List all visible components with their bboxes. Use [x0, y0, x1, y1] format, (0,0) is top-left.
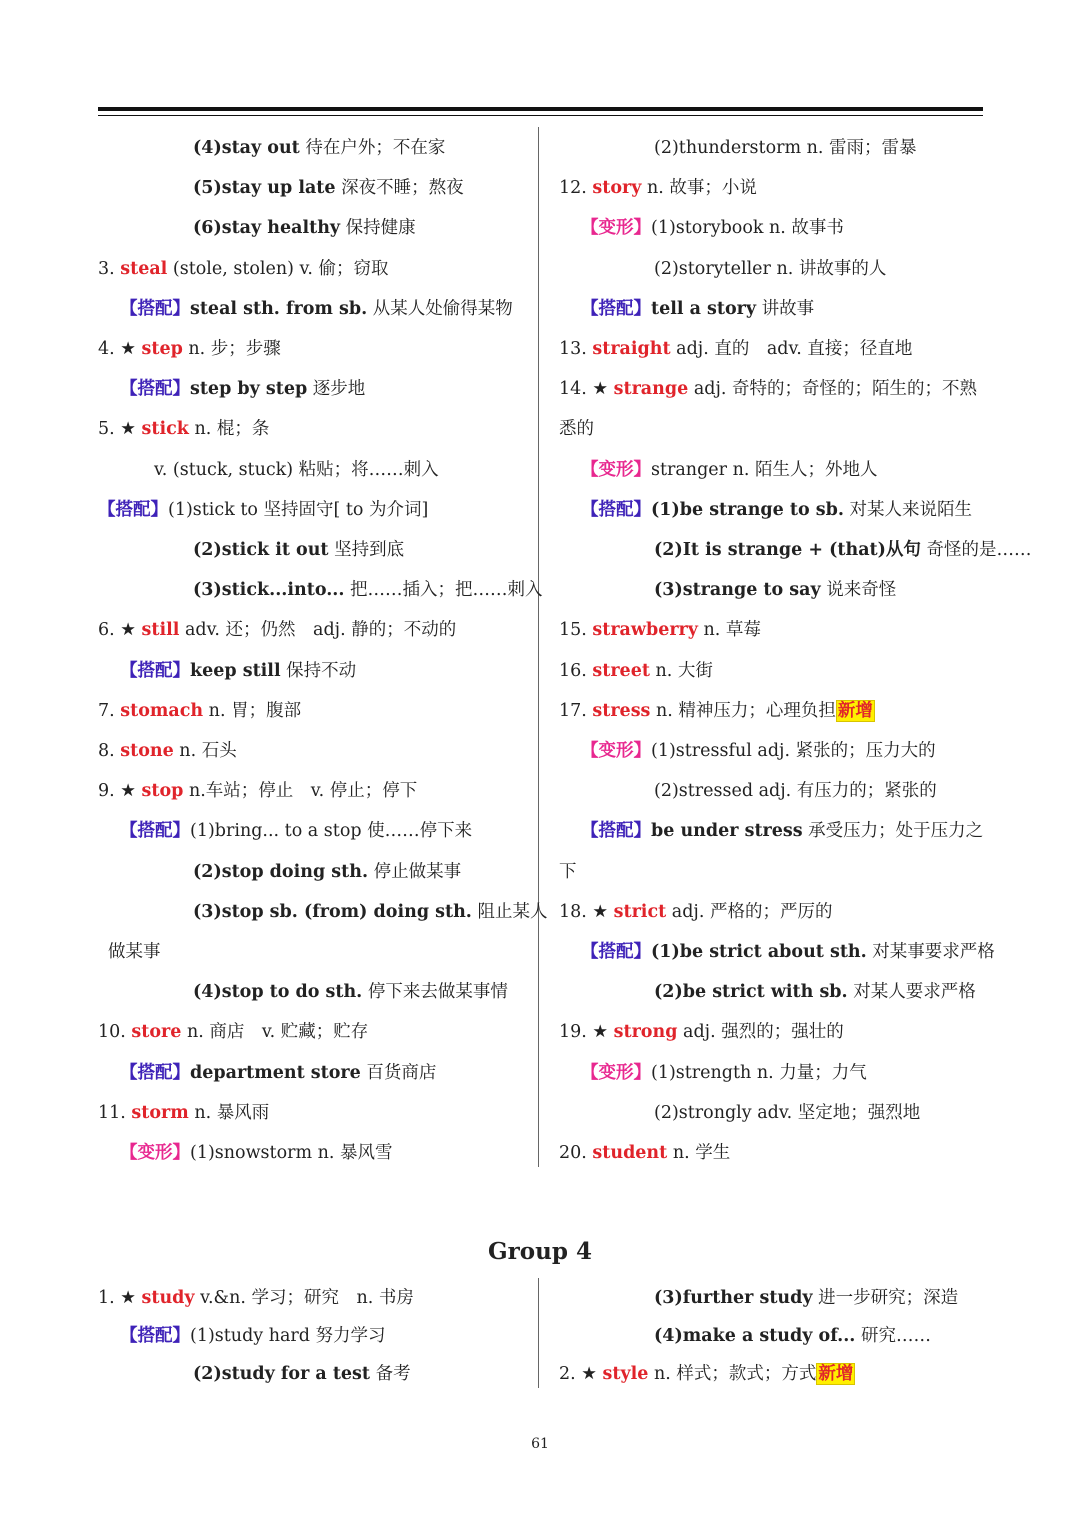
entry-definition: n. 棍；条 [188, 419, 270, 440]
entry-prefix: 下 [559, 861, 577, 882]
entry-definition: n. 故事；小说 [641, 178, 757, 199]
headword: (2)stop doing sth. [193, 861, 369, 882]
entry-line [559, 377, 977, 401]
entry-definition: 待在户外；不在家 [299, 138, 446, 158]
entry-line [654, 1324, 931, 1348]
entry-line [654, 980, 976, 1004]
entry-line [120, 297, 513, 321]
entry-line [654, 578, 896, 602]
entry-line [193, 136, 445, 160]
headword: stick [141, 419, 189, 440]
headword: strawberry [592, 620, 698, 641]
entry-definition: n. 胃；腹部 [203, 700, 302, 721]
entry-definition: 讲故事 [756, 298, 815, 319]
entry-definition: (1)strength n. 力量；力气 [651, 1062, 867, 1083]
entry-definition: 研究…… [855, 1326, 931, 1346]
entry-line [98, 1101, 269, 1125]
entry-prefix: 12. [559, 178, 593, 199]
entry-line [654, 136, 917, 160]
headword: keep still [190, 660, 281, 681]
headword: steal sth. from sb. [190, 298, 368, 319]
entry-line [120, 377, 365, 401]
entry-line [581, 940, 995, 964]
entry-definition: 奇怪的是…… [920, 540, 1032, 560]
entry-line [559, 1020, 844, 1044]
headword: (4)stay out [193, 138, 300, 158]
headword: (3)stick...into... [193, 580, 345, 601]
entry-definition: adj. 直的 adv. 直接；径直地 [670, 339, 913, 359]
entry-line [120, 1324, 386, 1348]
entry-prefix: 4. ★ [98, 339, 142, 359]
new-badge: 新增 [837, 700, 873, 721]
entry-tag: 【搭配】 [120, 298, 190, 319]
entry-line [581, 819, 983, 843]
headword: strange [613, 379, 689, 400]
entry-definition: 坚持到底 [328, 540, 405, 560]
headword: (3)strange to say [654, 580, 821, 601]
entry-prefix: 11. [98, 1102, 132, 1123]
headword: (5)stay up late [193, 178, 336, 199]
headword: (2)be strict with sb. [654, 982, 848, 1003]
entry-definition: 对某事要求严格 [866, 942, 995, 962]
entry-tag: 【搭配】 [120, 1062, 190, 1083]
entry-prefix: 14. ★ [559, 379, 614, 400]
entry-definition: (1)storybook n. 故事书 [651, 218, 844, 239]
entry-tag: 【搭配】 [120, 379, 190, 400]
headword: be under stress [651, 821, 803, 842]
entry-line [98, 779, 417, 803]
entry-tag: 【搭配】 [120, 821, 190, 842]
entry-line [120, 819, 472, 843]
entry-definition: 深夜不睡；熬夜 [335, 178, 464, 199]
headword: (1)be strange to sb. [651, 499, 844, 520]
entry-prefix: 10. [98, 1022, 132, 1043]
column-divider [538, 127, 539, 1167]
headword: (3)stop sb. (from) doing sth. [193, 901, 472, 922]
entry-definition: (1)study hard 努力学习 [190, 1326, 386, 1346]
entry-line [559, 659, 713, 683]
entry-prefix: 2. ★ [559, 1364, 603, 1384]
entry-line [154, 458, 439, 482]
entry-definition: n.车站；停止 v. 停止；停下 [183, 781, 418, 802]
headword: strict [613, 901, 667, 922]
entry-prefix: 16. [559, 660, 593, 681]
entry-definition: n. 学生 [667, 1143, 731, 1163]
headword: street [592, 660, 650, 681]
headword: (3)further study [654, 1288, 813, 1308]
entry-prefix: 悉的 [559, 419, 594, 440]
entry-line [193, 176, 464, 200]
entry-line [98, 337, 281, 361]
headword: (2)It is strange + (that)从句 [654, 540, 921, 560]
entry-definition: (2)storyteller n. 讲故事的人 [654, 258, 887, 279]
entry-line [193, 900, 547, 924]
entry-line [559, 699, 875, 723]
entry-definition: 保持不动 [280, 660, 357, 681]
headword: step by step [190, 379, 308, 400]
entry-tag: 【变形】 [581, 459, 651, 480]
headword: (2)study for a test [193, 1364, 370, 1384]
group-title: Group 4 [488, 1238, 592, 1265]
entry-line [654, 779, 937, 803]
entry-line [654, 538, 1031, 562]
headword: student [592, 1143, 668, 1163]
entry-tag: 【变形】 [581, 741, 651, 761]
header-rule-thin [98, 115, 983, 116]
entry-line [559, 337, 912, 361]
entry-definition: (1)stick to 坚持固守[ to 为介词] [168, 499, 429, 520]
headword: store [131, 1022, 182, 1043]
page-number: 61 [531, 1436, 549, 1452]
headword: (2)stick it out [193, 540, 329, 560]
entry-line [98, 498, 428, 522]
headword: stress [592, 700, 651, 721]
entry-line [193, 538, 404, 562]
entry-prefix: 17. [559, 700, 593, 721]
headword: storm [131, 1102, 189, 1123]
entry-line [98, 1286, 414, 1310]
headword: style [602, 1364, 649, 1384]
entry-definition: 把……插入；把……刺入 [344, 580, 543, 601]
new-badge: 新增 [818, 1364, 854, 1384]
entry-line [581, 1061, 867, 1085]
entry-tag: 【变形】 [581, 1062, 651, 1083]
entry-prefix: 19. ★ [559, 1022, 614, 1043]
entry-definition: 从某人处偷得某物 [367, 298, 513, 319]
entry-line [98, 417, 269, 441]
entry-line [193, 1362, 411, 1386]
entry-line [120, 1061, 436, 1085]
entry-prefix: 13. [559, 339, 593, 359]
entry-definition: 说来奇怪 [820, 580, 897, 601]
entry-definition: n. 样式；款式；方式 [648, 1364, 817, 1384]
entry-line [98, 1020, 368, 1044]
column-divider-group4 [538, 1278, 539, 1388]
entry-definition: 备考 [370, 1364, 411, 1384]
entry-definition: (1)snowstorm n. 暴风雪 [190, 1143, 393, 1163]
entry-prefix: v. (stuck, stuck) 粘贴；将……刺入 [154, 459, 439, 480]
entry-line [654, 1101, 920, 1125]
entry-definition: n. 精神压力；心理负担 [650, 700, 836, 721]
entry-definition: stranger n. 陌生人；外地人 [651, 459, 878, 480]
entry-definition: n. 暴风雨 [188, 1102, 270, 1123]
entry-definition: 逐步地 [307, 379, 366, 400]
entry-line [581, 216, 844, 240]
entry-prefix: 3. [98, 258, 121, 279]
headword: (4)make a study of... [654, 1326, 856, 1346]
headword: tell a story [651, 298, 757, 319]
headword: straight [592, 339, 671, 359]
entry-line [581, 498, 972, 522]
entry-line [559, 176, 757, 200]
headword: stone [120, 741, 174, 761]
entry-prefix: 18. ★ [559, 901, 614, 922]
entry-definition: 停下来去做某事情 [362, 982, 508, 1003]
entry-prefix: 做某事 [108, 942, 161, 962]
entry-line [559, 618, 761, 642]
entry-line [120, 659, 356, 683]
entry-definition: (2)strongly adv. 坚定地；强烈地 [654, 1102, 921, 1123]
entry-definition: adj. 严格的；严厉的 [666, 901, 833, 922]
entry-definition: (stole, stolen) v. 偷；窃取 [167, 258, 389, 279]
entry-prefix: 5. ★ [98, 419, 142, 440]
entry-line [654, 257, 886, 281]
entry-tag: 【搭配】 [581, 298, 651, 319]
entry-prefix: 15. [559, 620, 593, 641]
entry-tag: 【搭配】 [98, 499, 168, 520]
entry-line [559, 417, 594, 441]
entry-tag: 【变形】 [581, 218, 651, 239]
entry-definition: 承受压力；处于压力之 [802, 821, 984, 842]
entry-definition: 停止做某事 [368, 861, 462, 882]
entry-definition: 对某人要求严格 [847, 982, 976, 1003]
entry-definition: adv. 还；仍然 adj. 静的；不动的 [179, 620, 457, 641]
entry-definition: (1)stressful adj. 紧张的；压力大的 [651, 741, 936, 761]
entry-line [98, 699, 301, 723]
entry-line [98, 618, 456, 642]
headword: still [141, 620, 180, 641]
entry-tag: 【搭配】 [120, 660, 190, 681]
header-rule-thick [98, 107, 983, 111]
entry-line [193, 980, 508, 1004]
entry-tag: 【搭配】 [581, 942, 651, 962]
entry-line [654, 1286, 958, 1310]
entry-definition: adj. 强烈的；强壮的 [677, 1022, 844, 1043]
headword: (1)be strict about sth. [651, 942, 867, 962]
entry-definition: 保持健康 [340, 218, 416, 239]
headword: stop [141, 781, 184, 802]
headword: (6)stay healthy [193, 218, 341, 239]
entry-line [98, 739, 237, 763]
entry-tag: 【变形】 [120, 1143, 190, 1163]
entry-line [193, 216, 416, 240]
entry-definition: n. 步；步骤 [182, 339, 281, 359]
entry-prefix: 20. [559, 1143, 593, 1163]
entry-line [193, 860, 461, 884]
entry-definition: 对某人来说陌生 [843, 499, 972, 520]
entry-definition: v.&n. 学习；研究 n. 书房 [194, 1288, 414, 1308]
entry-definition: 进一步研究；深造 [812, 1288, 959, 1308]
entry-line [581, 458, 877, 482]
entry-prefix: 6. ★ [98, 620, 142, 641]
entry-line [559, 1141, 730, 1165]
entry-definition: n. 草莓 [697, 620, 761, 641]
entry-definition: 阻止某人 [471, 901, 548, 922]
entry-definition: n. 大街 [649, 660, 713, 681]
entry-prefix: 7. [98, 700, 121, 721]
entry-line [193, 578, 543, 602]
entry-tag: 【搭配】 [581, 821, 651, 842]
entry-line [559, 860, 577, 884]
entry-line [120, 1141, 393, 1165]
entry-definition: (2)thunderstorm n. 雷雨；雷暴 [654, 138, 917, 158]
entry-line [581, 297, 814, 321]
entry-line [559, 900, 832, 924]
entry-tag: 【搭配】 [581, 499, 651, 520]
entry-definition: (1)bring... to a stop 使……停下来 [190, 821, 473, 842]
headword: story [592, 178, 642, 199]
headword: strong [613, 1022, 678, 1043]
entry-prefix: 8. [98, 741, 121, 761]
entry-definition: 百货商店 [360, 1062, 437, 1083]
headword: department store [190, 1062, 361, 1083]
entry-tag: 【搭配】 [120, 1326, 190, 1346]
entry-line [581, 739, 936, 763]
entry-definition: n. 石头 [173, 741, 237, 761]
headword: (4)stop to do sth. [193, 982, 363, 1003]
headword: steal [120, 258, 168, 279]
headword: study [141, 1288, 195, 1308]
entry-definition: n. 商店 v. 贮藏；贮存 [181, 1022, 369, 1043]
entry-line [98, 257, 388, 281]
entry-prefix: 1. ★ [98, 1288, 142, 1308]
entry-line [108, 940, 161, 964]
headword: step [141, 339, 183, 359]
entry-line [559, 1362, 855, 1386]
entry-definition: adj. 奇特的；奇怪的；陌生的；不熟 [688, 379, 977, 400]
headword: stomach [120, 700, 204, 721]
entry-definition: (2)stressed adj. 有压力的；紧张的 [654, 781, 937, 802]
entry-prefix: 9. ★ [98, 781, 142, 802]
